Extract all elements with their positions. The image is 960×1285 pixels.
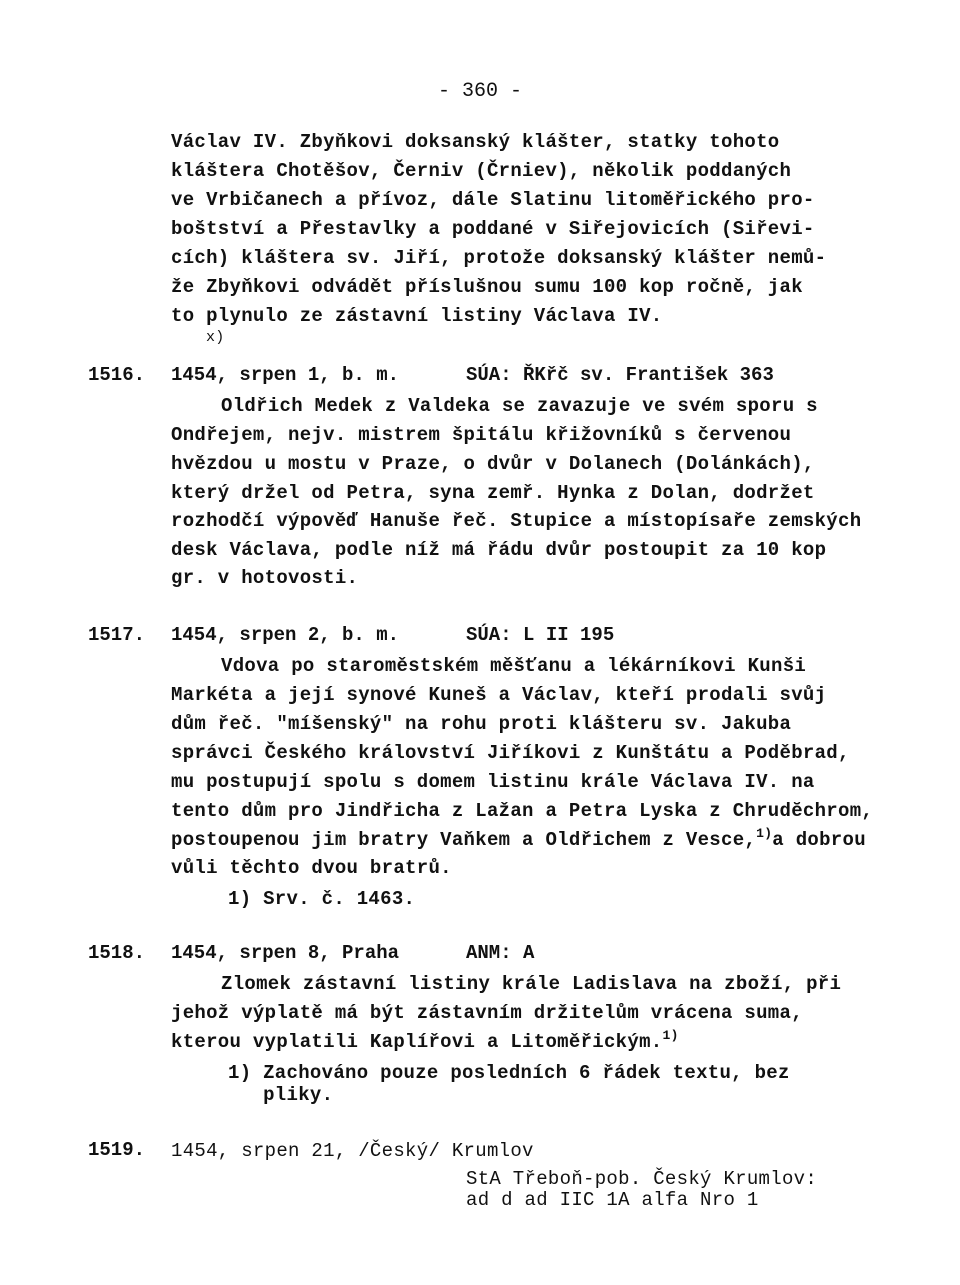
footnote-mark: 1): [756, 826, 773, 841]
entry-text-line: správci Českého království Jiříkovi z Kunštátu a Poděbrad,: [171, 742, 850, 764]
footnote-text: pliky.: [228, 1084, 334, 1106]
entry-date: 1454, srpen 2, b. m.: [171, 624, 400, 646]
intro-line-4: boštství a Přestavlky a poddané v Siřejovicích (Siřevi-: [171, 218, 815, 240]
entry-text-line: rozhodčí výpověď Hanuše řeč. Stupice a místopísaře zemských: [171, 510, 862, 532]
entry-number: 1519.: [88, 1139, 146, 1161]
entry-text-line: vůli těchto dvou bratrů.: [171, 857, 452, 879]
entry-text-segment: a dobrou: [772, 829, 866, 851]
intro-note-mark: x): [206, 329, 225, 346]
entry-text-line: Vdova po staroměstském měšťanu a lékárníkovi Kunši: [221, 655, 807, 677]
intro-line-5: cích) kláštera sv. Jiří, protože doksanský klášter nemů-: [171, 247, 827, 269]
entry-text-line: tento dům pro Jindřicha z Lažan a Petra Lyska z Chrudĕchrom,: [171, 800, 874, 822]
entry-text-line: Zlomek zástavní listiny krále Ladislava na zboží, při: [221, 973, 842, 995]
entry-text-line: Ondřejem, nejv. mistrem špitálu křižovníků s červenou: [171, 424, 792, 446]
intro-line-7: to plynulo ze zástavní listiny Václava IV.: [171, 305, 663, 327]
footnote-text: 1) Srv. č. 1463.: [228, 888, 416, 910]
entry-date: 1454, srpen 8, Praha: [171, 942, 400, 964]
entry-text-line: Markéta a její synové Kuneš a Václav, kteří prodali svůj: [171, 684, 827, 706]
entry-source: SÚA: L II 195: [466, 624, 615, 646]
entry-source: SÚA: ŘKřč sv. František 363: [466, 364, 774, 386]
entry-text-line: hvězdou u mostu v Praze, o dvůr v Dolanech (Dolánkách),: [171, 453, 815, 475]
intro-line-6: že Zbyňkovi odvádět příslušnou sumu 100 kop ročně, jak: [171, 276, 803, 298]
intro-line-3: ve Vrbičanech a přívoz, dále Slatinu litoměřického pro-: [171, 189, 815, 211]
entry-number: 1518.: [88, 942, 146, 964]
entry-text-line: desk Václava, podle níž má řádu dvůr postoupit za 10 kop: [171, 539, 827, 561]
entry-text-line: [171, 1030, 679, 1054]
entry-number: 1516.: [88, 364, 146, 386]
entry-source: ANM: A: [466, 942, 535, 964]
entry-text-line: jehož výplatě má být zástavním držitelům vrácena suma,: [171, 1002, 803, 1024]
entry-text-segment: kterou vyplatili Kaplířovi a Litoměřickým.: [171, 1031, 663, 1053]
intro-line-2: kláštera Chotěšov, Černiv (Črniev), několik poddaných: [171, 160, 792, 182]
entry-text-line: gr. v hotovosti.: [171, 567, 359, 589]
entry-text-line: [171, 828, 866, 852]
entry-date: 1454, srpen 21, /Český/ Krumlov: [171, 1140, 534, 1162]
entry-date: 1454, srpen 1, b. m.: [171, 364, 400, 386]
entry-number: 1517.: [88, 624, 146, 646]
footnote-text: 1) Zachováno pouze posledních 6 řádek textu, bez: [228, 1062, 790, 1084]
entry-text-line: dům řeč. "míšenský" na rohu proti klášteru sv. Jakuba: [171, 713, 792, 735]
page-number: - 360 -: [437, 80, 522, 103]
entry-text-line: který držel od Petra, syna zemř. Hynka z Dolan, dodržet: [171, 482, 815, 504]
entry-source: ad d ad IIC 1A alfa Nro 1: [466, 1189, 759, 1211]
entry-text-segment: postoupenou jim bratry Vaňkem a Oldřichem z Vesce,: [171, 829, 757, 851]
entry-text-line: mu postupují spolu s domem listinu krále Václava IV. na: [171, 771, 815, 793]
footnote-mark: 1): [662, 1028, 679, 1043]
entry-text-line: Oldřich Medek z Valdeka se zavazuje ve svém sporu s: [221, 395, 818, 417]
intro-line-1: Václav IV. Zbyňkovi doksanský klášter, statky tohoto: [171, 131, 780, 153]
entry-source: StA Třeboň-pob. Český Krumlov:: [466, 1168, 818, 1190]
